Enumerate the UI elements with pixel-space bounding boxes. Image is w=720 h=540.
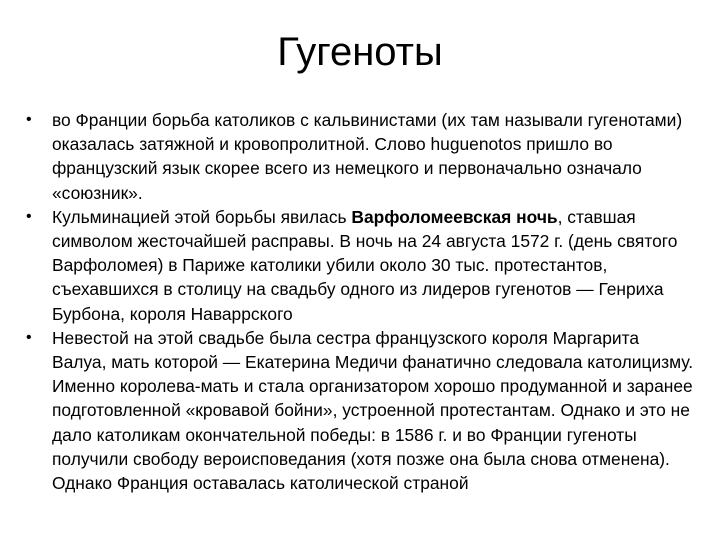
bullet-list bbox=[24, 108, 698, 495]
bullet-item-3 bbox=[24, 326, 698, 495]
bullet-text-after: , ставшая символом жесточайшей расправы. В ночь на 24 августа 1572 г. (день святого Варфоломея) в Париже католики убили около 30 тыс. протестантов, съехавшихся в столицу на свадьбу одного из лидеров гугенотов — Генриха Бурбона, короля Наваррского bbox=[52, 206, 678, 324]
bullet-item-1 bbox=[24, 108, 698, 205]
slide-title: Гугеноты bbox=[277, 30, 443, 74]
bullet-text: во Франции борьба католиков с кальвинистами (их там называли гугенотами) оказалась затяжной и кровопролитной. Слово huguenotos пришло во французский язык скорее всего из немецкого и первоначально означало «союзник». bbox=[52, 110, 683, 203]
bullet-text: Невестой на этой свадьбе была сестра французского короля Маргарита Валуа, мать которой — Екатерина Медичи фанатично следовала католицизму. Именно королева-мать и стала организатором хорошо продуманной и заранее подготовленной «кровавой бойни», устроенной протестантам. Однако и это не дало католикам окончательной победы: в 1586 г. и во Франции гугеноты получили свободу вероисповедания (хотя позже она была снова отменена). Однако Франция оставалась католической страной bbox=[52, 327, 694, 494]
bullet-text-before: Кульминацией этой борьбы явилась bbox=[52, 206, 352, 227]
bullet-item-2 bbox=[24, 205, 698, 326]
bullet-bold-term: Варфоломеевская ночь bbox=[351, 206, 558, 227]
bullet-marker: • bbox=[26, 207, 32, 225]
bullet-marker: • bbox=[26, 328, 32, 346]
bullet-marker: • bbox=[26, 111, 32, 128]
